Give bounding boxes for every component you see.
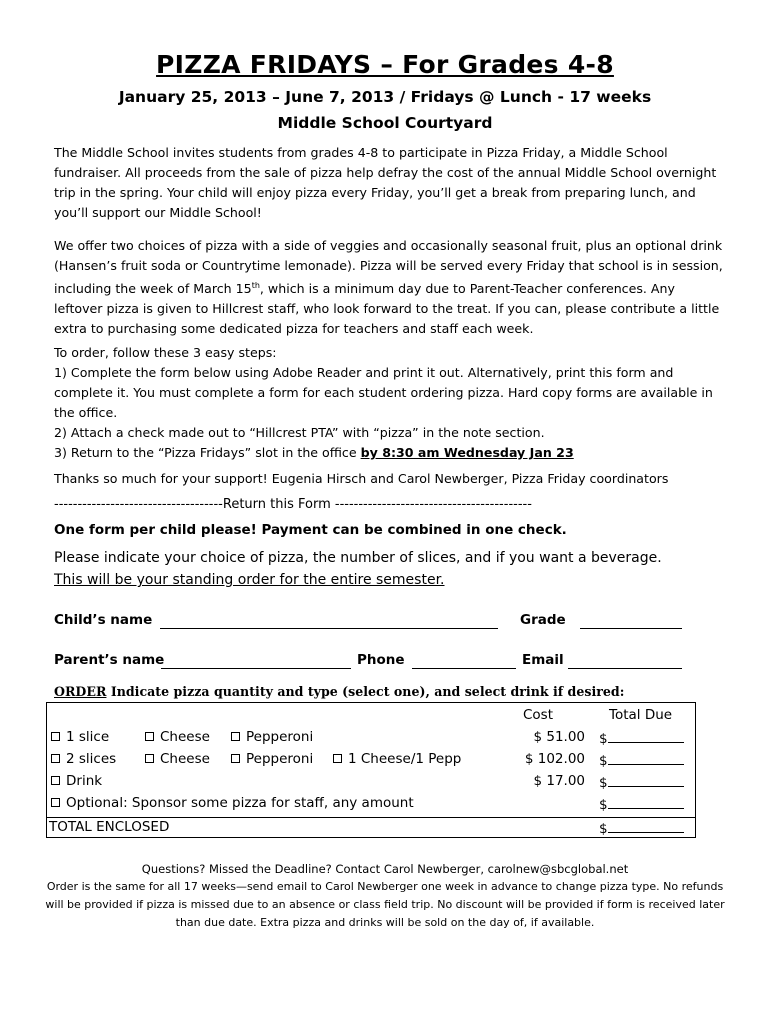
phone-field[interactable] — [412, 654, 516, 669]
intro-paragraph: The Middle School invites students from grades 4-8 to participate in Pizza Friday, a Middle School fundraiser. All proceeds from the sale of pizza help defray the cost of the annual Middle School overnight trip in the spring. Your child will enjoy pizza every Friday, you’ll get a break from preparing lunch, and you’ll support our Middle School! — [54, 145, 717, 220]
checkbox-1-slice-pepperoni[interactable] — [231, 732, 240, 741]
parent-name-field[interactable] — [161, 654, 351, 669]
option-cheese-label: Cheese — [160, 751, 210, 767]
row-drink: Drink — [51, 773, 102, 789]
option-pepperoni-label: Pepperoni — [246, 729, 314, 745]
parent-name-label: Parent’s name — [54, 652, 165, 668]
child-name-field[interactable] — [160, 614, 498, 629]
price-2-slices: $ 102.00 — [524, 751, 585, 767]
checkbox-2-slices-cheese[interactable] — [145, 754, 154, 763]
total-enclosed-label: TOTAL ENCLOSED — [49, 819, 170, 835]
footer-note-3: than due date. Extra pizza and drinks will be sold on the day of, if available. — [175, 916, 595, 929]
order-table: Cost Total Due 1 slice Cheese Pepperoni $ 51.00 $ 2 slices Cheese Pepperoni 1 Cheese/1 Pepp $ 102.00 $ Drink $ 17.00 $ Optional: Sponsor some pizza for staff, any amount $ TOTAL ENCLOSED $ — [46, 702, 696, 838]
total-enclosed-field[interactable] — [608, 819, 684, 833]
footer-note-2: will be provided if pizza is missed due to an absence or class field trip. No discount will be provided if form is received later — [45, 898, 725, 911]
child-name-label: Child’s name — [54, 612, 153, 628]
step-2: 2) Attach a check made out to “Hillcrest PTA” with “pizza” in the note section. — [54, 425, 545, 440]
checkbox-drink[interactable] — [51, 776, 60, 785]
total-due-sponsor-field[interactable] — [608, 795, 684, 809]
grade-field[interactable] — [580, 614, 682, 629]
footer-note-1: Order is the same for all 17 weeks—send email to Carol Newberger one week in advance to change pizza type. No refunds — [46, 880, 724, 893]
price-1-slice: $ 51.00 — [533, 729, 585, 745]
grade-label: Grade — [520, 612, 566, 628]
email-field[interactable] — [568, 654, 682, 669]
one-form-notice: One form per child please! Payment can be combined in one check. — [54, 522, 567, 538]
email-label: Email — [522, 652, 564, 668]
indicate-instruction: Please indicate your choice of pizza, the number of slices, and if you want a beverage. — [54, 550, 662, 566]
checkbox-1-slice-cheese[interactable] — [145, 732, 154, 741]
order-header: ORDER Indicate pizza quantity and type (select one), and select drink if desired: — [54, 684, 625, 699]
deadline: by 8:30 am Wednesday Jan 23 — [360, 445, 574, 460]
return-form-divider: ------------------------------------Return this Form ------------------------------------------ — [54, 497, 532, 512]
total-due-1-slice-field[interactable] — [608, 729, 684, 743]
step-3: 3) Return to the “Pizza Fridays” slot in the office by 8:30 am Wednesday Jan 23 — [54, 445, 574, 460]
questions-contact: Questions? Missed the Deadline? Contact Carol Newberger, carolnew@sbcglobal.net — [141, 862, 629, 876]
cost-header: Cost — [523, 707, 554, 723]
total-due-drink-field[interactable] — [608, 773, 684, 787]
option-pepperoni-label: Pepperoni — [246, 751, 314, 767]
row-optional-sponsor: Optional: Sponsor some pizza for staff, any amount — [51, 795, 414, 811]
page-title: PIZZA FRIDAYS – For Grades 4-8 — [156, 50, 614, 79]
option-cheese-label: Cheese — [160, 729, 210, 745]
price-drink: $ 17.00 — [533, 773, 585, 789]
date-range: January 25, 2013 – June 7, 2013 / Fridays @ Lunch - 17 weeks — [118, 88, 652, 106]
phone-label: Phone — [357, 652, 405, 668]
standing-order-note: This will be your standing order for the entire semester. — [54, 572, 445, 588]
total-divider — [47, 817, 695, 818]
total-due-header: Total Due — [609, 707, 673, 723]
checkbox-2-slices-combo[interactable] — [333, 754, 342, 763]
checkbox-2-slices-pepperoni[interactable] — [231, 754, 240, 763]
option-combo-label: 1 Cheese/1 Pepp — [348, 751, 462, 767]
checkbox-1-slice[interactable] — [51, 732, 60, 741]
row-1-slice: 1 slice — [51, 729, 109, 745]
thanks-line: Thanks so much for your support! Eugenia Hirsch and Carol Newberger, Pizza Friday coordinators — [54, 471, 669, 486]
checkbox-sponsor[interactable] — [51, 798, 60, 807]
row-2-slices: 2 slices — [51, 751, 116, 767]
total-due-2-slices-field[interactable] — [608, 751, 684, 765]
location: Middle School Courtyard — [277, 114, 493, 132]
checkbox-2-slices[interactable] — [51, 754, 60, 763]
child-row — [54, 612, 152, 628]
steps-intro: To order, follow these 3 easy steps: — [54, 345, 277, 360]
offer-paragraph: We offer two choices of pizza with a side of veggies and occasionally seasonal fruit, plus an optional drink (Hansen’s fruit soda or Countrytime lemonade). Pizza will be served every Friday that school is in session, including the week of March 15th, which is a minimum day due to Parent-Teacher conferences. Any leftover pizza is given to Hillcrest staff, who look forward to the treat. If you can, please contribute a little extra to purchasing some dedicated pizza for teachers and staff each week. — [54, 238, 723, 337]
step-1: 1) Complete the form below using Adobe Reader and print it out. Alternatively, print this form and complete it. You must complete a form for each student ordering pizza. Hard copy forms are available in the office. — [54, 365, 713, 420]
